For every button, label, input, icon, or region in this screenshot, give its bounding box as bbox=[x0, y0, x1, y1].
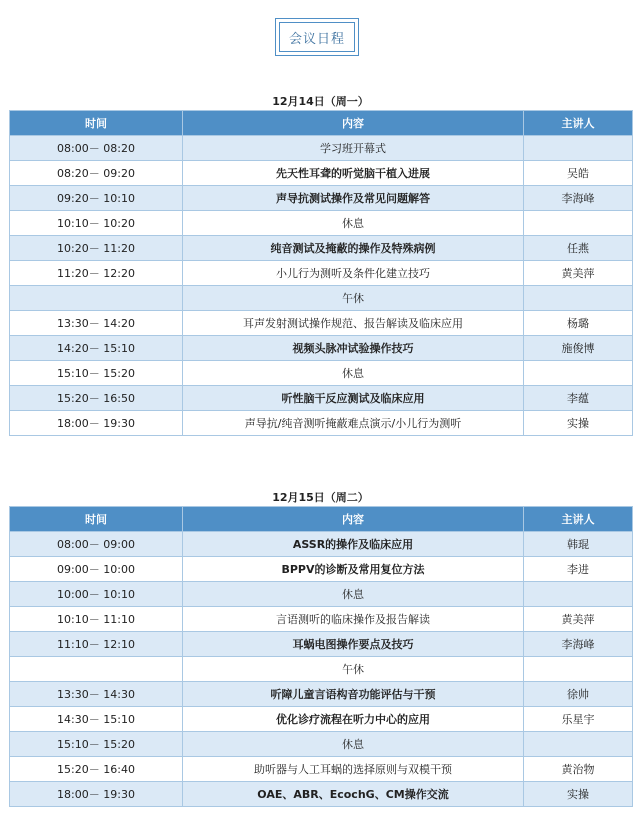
table-row bbox=[10, 607, 633, 632]
table-header-row bbox=[10, 111, 633, 136]
day-schedule-1 bbox=[9, 94, 632, 436]
content-cell: 小儿行为测听及条件化建立技巧 bbox=[183, 261, 524, 286]
speaker-cell: 吴皓 bbox=[524, 161, 633, 186]
content-cell: 休息 bbox=[183, 361, 524, 386]
table-row bbox=[10, 557, 633, 582]
time-cell: 15:20－ 16:50 bbox=[10, 386, 183, 411]
time-cell: 10:20－ 11:20 bbox=[10, 236, 183, 261]
time-cell: 11:10－ 12:10 bbox=[10, 632, 183, 657]
table-row bbox=[10, 411, 633, 436]
schedule-table bbox=[9, 110, 633, 436]
speaker-cell: 实操 bbox=[524, 782, 633, 807]
content-cell: 优化诊疗流程在听力中心的应用 bbox=[183, 707, 524, 732]
header-speaker: 主讲人 bbox=[524, 507, 633, 532]
header-speaker: 主讲人 bbox=[524, 111, 633, 136]
content-cell: 耳蜗电图操作要点及技巧 bbox=[183, 632, 524, 657]
speaker-cell: 徐帅 bbox=[524, 682, 633, 707]
speaker-cell: 杨璐 bbox=[524, 311, 633, 336]
content-cell: 先天性耳聋的听觉脑干植入进展 bbox=[183, 161, 524, 186]
content-cell: 听性脑干反应测试及临床应用 bbox=[183, 386, 524, 411]
speaker-cell: 任燕 bbox=[524, 236, 633, 261]
speaker-cell: 实操 bbox=[524, 411, 633, 436]
header-content: 内容 bbox=[183, 111, 524, 136]
content-cell: ASSR的操作及临床应用 bbox=[183, 532, 524, 557]
table-row bbox=[10, 657, 633, 682]
table-row bbox=[10, 532, 633, 557]
speaker-cell: 李海峰 bbox=[524, 186, 633, 211]
content-cell: 纯音测试及掩蔽的操作及特殊病例 bbox=[183, 236, 524, 261]
speaker-cell: 黄美萍 bbox=[524, 261, 633, 286]
speaker-cell bbox=[524, 136, 633, 161]
time-cell: 10:00－ 10:10 bbox=[10, 582, 183, 607]
content-cell: 午休 bbox=[183, 286, 524, 311]
table-row bbox=[10, 361, 633, 386]
time-cell: 18:00－ 19:30 bbox=[10, 782, 183, 807]
speaker-cell: 李海峰 bbox=[524, 632, 633, 657]
speaker-cell: 李蕴 bbox=[524, 386, 633, 411]
content-cell: 声导抗测试操作及常见问题解答 bbox=[183, 186, 524, 211]
table-row bbox=[10, 186, 633, 211]
time-cell bbox=[10, 657, 183, 682]
time-cell: 15:10－ 15:20 bbox=[10, 732, 183, 757]
speaker-cell bbox=[524, 657, 633, 682]
time-cell: 14:20－ 15:10 bbox=[10, 336, 183, 361]
speaker-cell: 韩琨 bbox=[524, 532, 633, 557]
speaker-cell bbox=[524, 732, 633, 757]
content-cell: 休息 bbox=[183, 582, 524, 607]
table-row bbox=[10, 386, 633, 411]
speaker-cell bbox=[524, 582, 633, 607]
time-cell: 15:10－ 15:20 bbox=[10, 361, 183, 386]
content-cell: 耳声发射测试操作规范、报告解读及临床应用 bbox=[183, 311, 524, 336]
speaker-cell: 乐星宇 bbox=[524, 707, 633, 732]
content-cell: 休息 bbox=[183, 211, 524, 236]
table-row bbox=[10, 286, 633, 311]
content-cell: OAE、ABR、EcochG、CM操作交流 bbox=[183, 782, 524, 807]
time-cell: 15:20－ 16:40 bbox=[10, 757, 183, 782]
content-cell: 言语测听的临床操作及报告解读 bbox=[183, 607, 524, 632]
day-schedule-2 bbox=[9, 490, 632, 807]
table-row bbox=[10, 336, 633, 361]
time-cell: 18:00－ 19:30 bbox=[10, 411, 183, 436]
schedule-title-box bbox=[275, 18, 359, 56]
schedule-title: 会议日程 bbox=[288, 31, 345, 47]
time-cell: 08:00－ 09:00 bbox=[10, 532, 183, 557]
speaker-cell bbox=[524, 211, 633, 236]
table-row bbox=[10, 757, 633, 782]
table-row bbox=[10, 682, 633, 707]
time-cell: 08:00－ 08:20 bbox=[10, 136, 183, 161]
table-row bbox=[10, 582, 633, 607]
speaker-cell: 黄治物 bbox=[524, 757, 633, 782]
content-cell: 助听器与人工耳蜗的选择原则与双模干预 bbox=[183, 757, 524, 782]
content-cell: 视频头脉冲试验操作技巧 bbox=[183, 336, 524, 361]
table-row bbox=[10, 707, 633, 732]
speaker-cell: 李进 bbox=[524, 557, 633, 582]
schedule-table bbox=[9, 506, 633, 807]
content-cell: BPPV的诊断及常用复位方法 bbox=[183, 557, 524, 582]
time-cell: 13:30－ 14:20 bbox=[10, 311, 183, 336]
time-cell: 10:10－ 10:20 bbox=[10, 211, 183, 236]
table-row bbox=[10, 211, 633, 236]
content-cell: 休息 bbox=[183, 732, 524, 757]
day-label: 12月14日（周一） bbox=[272, 95, 369, 108]
table-row bbox=[10, 732, 633, 757]
time-cell bbox=[10, 286, 183, 311]
day-label: 12月15日（周二） bbox=[272, 491, 369, 504]
header-time: 时间 bbox=[10, 507, 183, 532]
time-cell: 08:20－ 09:20 bbox=[10, 161, 183, 186]
content-cell: 午休 bbox=[183, 657, 524, 682]
time-cell: 09:00－ 10:00 bbox=[10, 557, 183, 582]
table-row bbox=[10, 136, 633, 161]
time-cell: 11:20－ 12:20 bbox=[10, 261, 183, 286]
speaker-cell: 黄美萍 bbox=[524, 607, 633, 632]
time-cell: 10:10－ 11:10 bbox=[10, 607, 183, 632]
speaker-cell bbox=[524, 286, 633, 311]
table-row bbox=[10, 782, 633, 807]
table-row bbox=[10, 311, 633, 336]
time-cell: 09:20－ 10:10 bbox=[10, 186, 183, 211]
table-row bbox=[10, 261, 633, 286]
table-row bbox=[10, 632, 633, 657]
header-content: 内容 bbox=[183, 507, 524, 532]
table-row bbox=[10, 236, 633, 261]
time-cell: 13:30－ 14:30 bbox=[10, 682, 183, 707]
table-header-row bbox=[10, 507, 633, 532]
content-cell: 听障儿童言语构音功能评估与干预 bbox=[183, 682, 524, 707]
content-cell: 学习班开幕式 bbox=[183, 136, 524, 161]
speaker-cell: 施俊博 bbox=[524, 336, 633, 361]
content-cell: 声导抗/纯音测听掩蔽难点演示/小儿行为测听 bbox=[183, 411, 524, 436]
time-cell: 14:30－ 15:10 bbox=[10, 707, 183, 732]
table-row bbox=[10, 161, 633, 186]
header-time: 时间 bbox=[10, 111, 183, 136]
speaker-cell bbox=[524, 361, 633, 386]
